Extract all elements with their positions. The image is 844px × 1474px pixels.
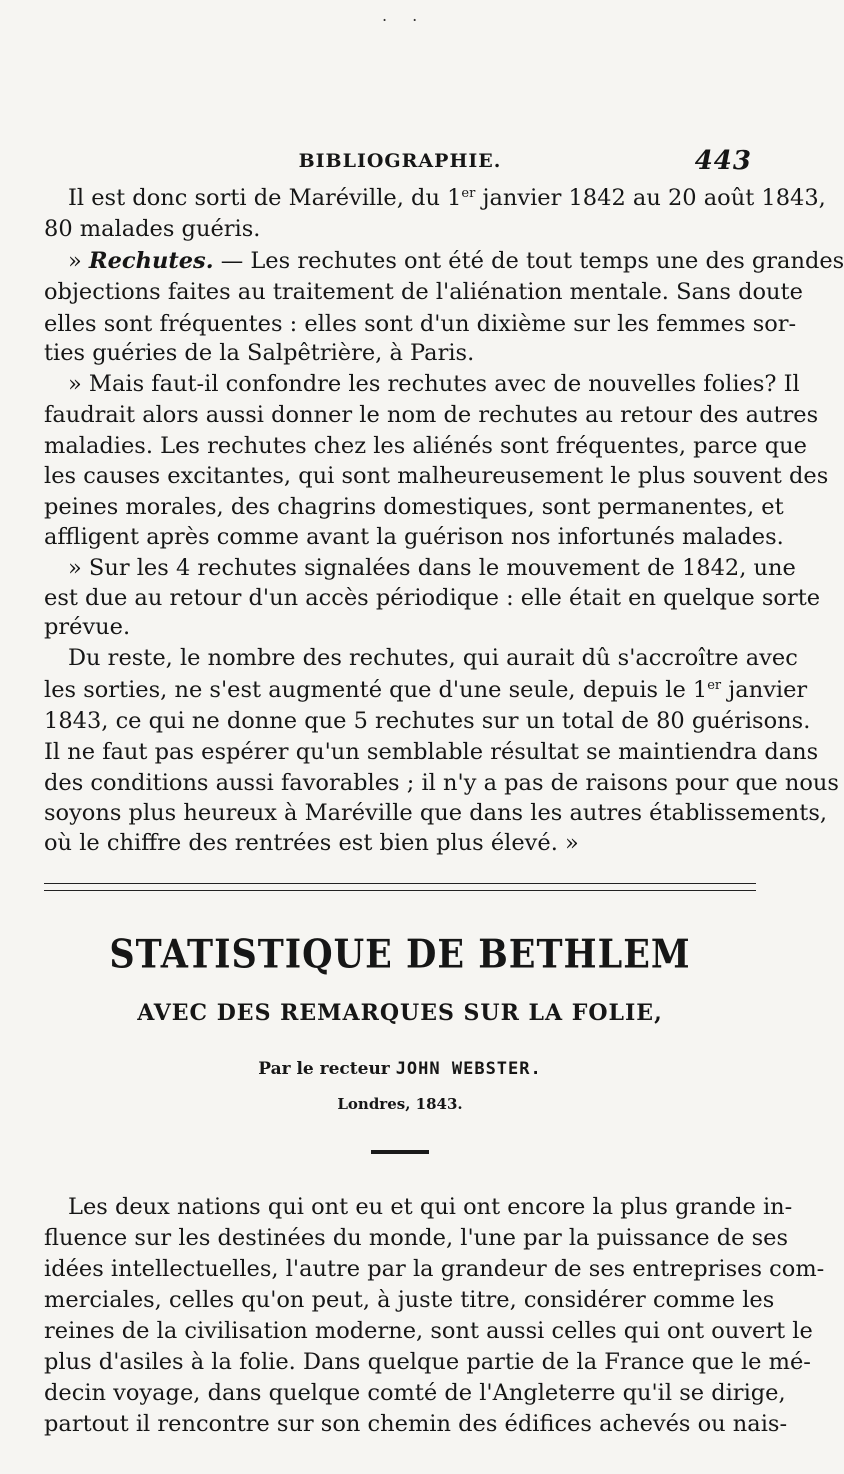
text-line: peines morales, des chagrins domestiques, sont permanentes, et xyxy=(44,494,784,520)
text-line: Il est donc sorti de Maréville, du 1er janvier 1842 au 20 août 1843, xyxy=(68,185,826,211)
text-line: decin voyage, dans quelque comté de l'Angleterre qu'il se dirige, xyxy=(44,1380,786,1406)
author-name: JOHN WEBSTER. xyxy=(395,1059,542,1079)
text-line: où le chiffre des rentrées est bien plus élevé. » xyxy=(44,830,579,856)
text-line: elles sont fréquentes : elles sont d'un dixième sur les femmes sor- xyxy=(44,311,797,337)
article-subtitle: AVEC DES REMARQUES SUR LA FOLIE, xyxy=(137,1000,663,1026)
section-divider xyxy=(44,883,756,891)
text-line: objections faites au traitement de l'aliénation mentale. Sans doute xyxy=(44,279,803,305)
text-line: les causes excitantes, qui sont malheureusement le plus souvent des xyxy=(44,463,829,489)
text-line: plus d'asiles à la folie. Dans quelque partie de la France que le mé- xyxy=(44,1349,811,1375)
text-line: » Mais faut-il confondre les rechutes avec de nouvelles folies? Il xyxy=(68,371,800,397)
text-line: idées intellectuelles, l'autre par la grandeur de ses entreprises com- xyxy=(44,1256,825,1282)
page-number: 443 xyxy=(694,146,752,176)
text-line: Les deux nations qui ont eu et qui ont encore la plus grande in- xyxy=(68,1194,793,1220)
text-line: fluence sur les destinées du monde, l'une par la puissance de ses xyxy=(44,1225,789,1251)
text-line: les sorties, ne s'est augmenté que d'une seule, depuis le 1er janvier xyxy=(44,677,808,703)
short-divider xyxy=(371,1150,429,1154)
text-line: 80 malades guéris. xyxy=(44,216,261,242)
text-line: » Rechutes. — Les rechutes ont été de tout temps une des grandes xyxy=(68,248,844,274)
text-line: prévue. xyxy=(44,614,131,640)
text-line: affligent après comme avant la guérison nos infortunés malades. xyxy=(44,524,784,550)
text-line: 1843, ce qui ne donne que 5 rechutes sur un total de 80 guérisons. xyxy=(44,708,811,734)
running-title: BIBLIOGRAPHIE. xyxy=(298,150,502,172)
text-line: partout il rencontre sur son chemin des édifices achevés ou nais- xyxy=(44,1411,788,1437)
section-heading-rechutes: Rechutes. xyxy=(88,248,214,274)
article-byline: Par le recteur JOHN WEBSTER. xyxy=(258,1059,542,1079)
place-date: Londres, 1843. xyxy=(337,1095,463,1113)
text-line: maladies. Les rechutes chez les aliénés sont fréquentes, parce que xyxy=(44,433,807,459)
text-line: soyons plus heureux à Maréville que dans les autres établissements, xyxy=(44,800,828,826)
text-line: faudrait alors aussi donner le nom de rechutes au retour des autres xyxy=(44,402,819,428)
text-line: reines de la civilisation moderne, sont aussi celles qui ont ouvert le xyxy=(44,1318,813,1344)
text-line: merciales, celles qu'on peut, à juste titre, considérer comme les xyxy=(44,1287,775,1313)
article-title: STATISTIQUE DE BETHLEM xyxy=(109,931,691,978)
top-print-marks: . . xyxy=(382,6,428,25)
text-line: » Sur les 4 rechutes signalées dans le mouvement de 1842, une xyxy=(68,555,796,581)
text-line: ties guéries de la Salpêtrière, à Paris. xyxy=(44,340,475,366)
page-header xyxy=(44,146,756,176)
text-line: Du reste, le nombre des rechutes, qui aurait dû s'accroître avec xyxy=(68,645,798,671)
text-line: est due au retour d'un accès périodique : elle était en quelque sorte xyxy=(44,585,821,611)
text-line: des conditions aussi favorables ; il n'y a pas de raisons pour que nous xyxy=(44,770,839,796)
text-line: Il ne faut pas espérer qu'un semblable résultat se maintiendra dans xyxy=(44,739,819,765)
